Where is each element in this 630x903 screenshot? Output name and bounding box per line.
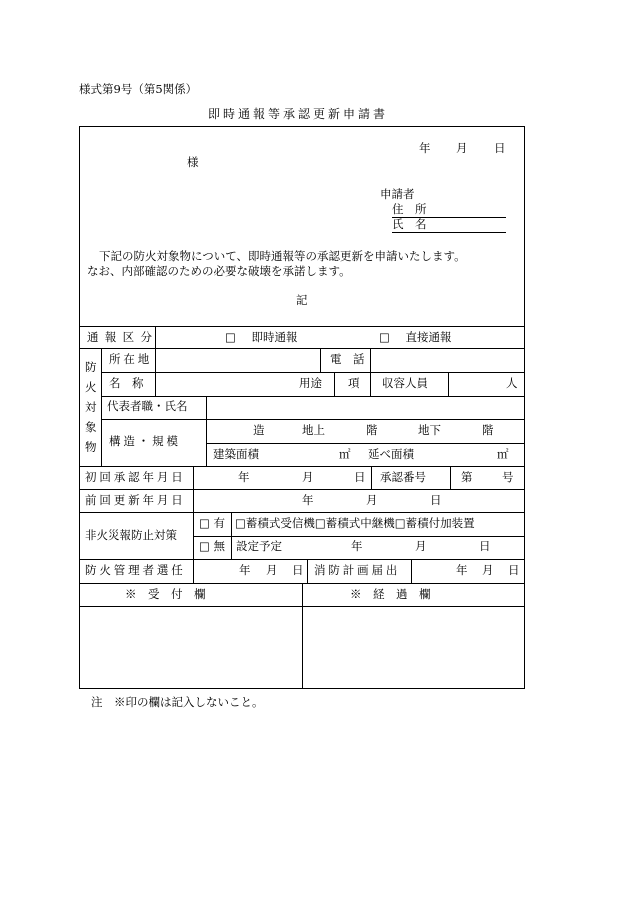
checkbox-icon: □ xyxy=(225,330,236,344)
direct-report-label: 直接通報 xyxy=(405,330,452,344)
approval-number-go: 号 xyxy=(502,470,514,484)
fire-plan-month: 月 xyxy=(482,563,494,577)
immediate-report-label: 即時通報 xyxy=(251,330,298,344)
previous-update-label: 前回更新年月日 xyxy=(85,493,186,507)
form-number: 様式第9号（第5関係） xyxy=(79,82,198,96)
name-label: 氏 名 xyxy=(392,217,427,231)
accumulation-devices-options[interactable]: □蓄積式受信機□蓄積式中継機□蓄積付加装置 xyxy=(235,516,475,530)
capacity-label: 収容人員 xyxy=(382,376,428,390)
building-area-label: 建築面積 xyxy=(213,447,259,461)
previous-update-day: 日 xyxy=(430,493,442,507)
countermeasure-no-option[interactable]: □ 無 xyxy=(199,539,226,553)
previous-update-month: 月 xyxy=(366,493,378,507)
address-label: 住 所 xyxy=(392,202,427,216)
total-area-unit: ㎡ xyxy=(497,447,509,461)
date-year: 年 xyxy=(419,141,431,155)
planned-day: 日 xyxy=(479,539,491,553)
planned-year: 年 xyxy=(351,539,363,553)
floor-unit-below: 階 xyxy=(482,423,494,437)
first-approval-day: 日 xyxy=(354,470,366,484)
fire-plan-day: 日 xyxy=(508,563,520,577)
phone-label: 電 話 xyxy=(330,352,365,366)
total-area-label: 延べ面積 xyxy=(368,447,414,461)
previous-update-year: 年 xyxy=(302,493,314,507)
planned-setting-label: 設定予定 xyxy=(236,539,282,553)
first-approval-month: 月 xyxy=(302,470,314,484)
floors-above-label: 地上 xyxy=(302,423,325,437)
applicant-name-field[interactable] xyxy=(392,219,506,233)
property-name-label: 名 称 xyxy=(109,376,144,390)
property-side-label-3: 象 xyxy=(85,420,97,434)
countermeasure-label: 非火災報防止対策 xyxy=(85,528,177,542)
checkbox-icon: □ xyxy=(379,330,390,344)
form-title: 即時通報等承認更新申請書 xyxy=(208,107,389,121)
addressee-suffix: 様 xyxy=(187,155,199,169)
progress-column-header: ※ 経 過 欄 xyxy=(350,587,431,601)
structure-zo: 造 xyxy=(253,423,265,437)
body-text-line-1: 下記の防火対象物について、即時通報等の承認更新を申請いたします。 xyxy=(99,249,466,263)
building-area-unit: ㎡ xyxy=(339,447,351,461)
fire-plan-label: 消防計画届出 xyxy=(314,563,401,577)
item-unit: 項 xyxy=(348,376,360,390)
date-day: 日 xyxy=(494,141,506,155)
date-month: 月 xyxy=(456,141,468,155)
property-side-label-4: 物 xyxy=(85,440,97,454)
approval-number-dai: 第 xyxy=(461,470,473,484)
floors-below-label: 地下 xyxy=(418,423,441,437)
property-side-label-1: 火 xyxy=(85,380,97,394)
applicant-label: 申請者 xyxy=(380,187,415,201)
representative-label: 代表者職・氏名 xyxy=(107,399,188,413)
floor-unit-above: 階 xyxy=(366,423,378,437)
footnote: 注 ※印の欄は記入しないこと。 xyxy=(91,695,264,709)
manager-year: 年 xyxy=(239,563,251,577)
usage-label: 用途 xyxy=(299,376,322,390)
ki-heading: 記 xyxy=(296,293,308,307)
countermeasure-yes-option[interactable]: □ 有 xyxy=(199,516,226,530)
manager-month: 月 xyxy=(266,563,278,577)
body-text-line-2: なお、内部確認のための必要な破壊を承諾します。 xyxy=(87,264,351,278)
property-side-label-2: 対 xyxy=(85,400,97,414)
manager-label: 防火管理者選任 xyxy=(85,563,186,577)
person-unit: 人 xyxy=(506,376,518,390)
location-label: 所在地 xyxy=(109,352,153,366)
first-approval-year: 年 xyxy=(238,470,250,484)
structure-label: 構造・規模 xyxy=(109,434,181,448)
approval-number-label: 承認番号 xyxy=(380,470,426,484)
applicant-address-field[interactable] xyxy=(392,204,506,218)
manager-day: 日 xyxy=(292,563,304,577)
report-type-label: 通報区分 xyxy=(87,330,159,344)
direct-report-option[interactable] xyxy=(379,332,452,344)
first-approval-label: 初回承認年月日 xyxy=(85,470,186,484)
reception-column-header: ※ 受 付 欄 xyxy=(125,587,206,601)
immediate-report-option[interactable] xyxy=(225,332,298,344)
property-side-label-0: 防 xyxy=(85,360,97,374)
planned-month: 月 xyxy=(415,539,427,553)
fire-plan-year: 年 xyxy=(456,563,468,577)
